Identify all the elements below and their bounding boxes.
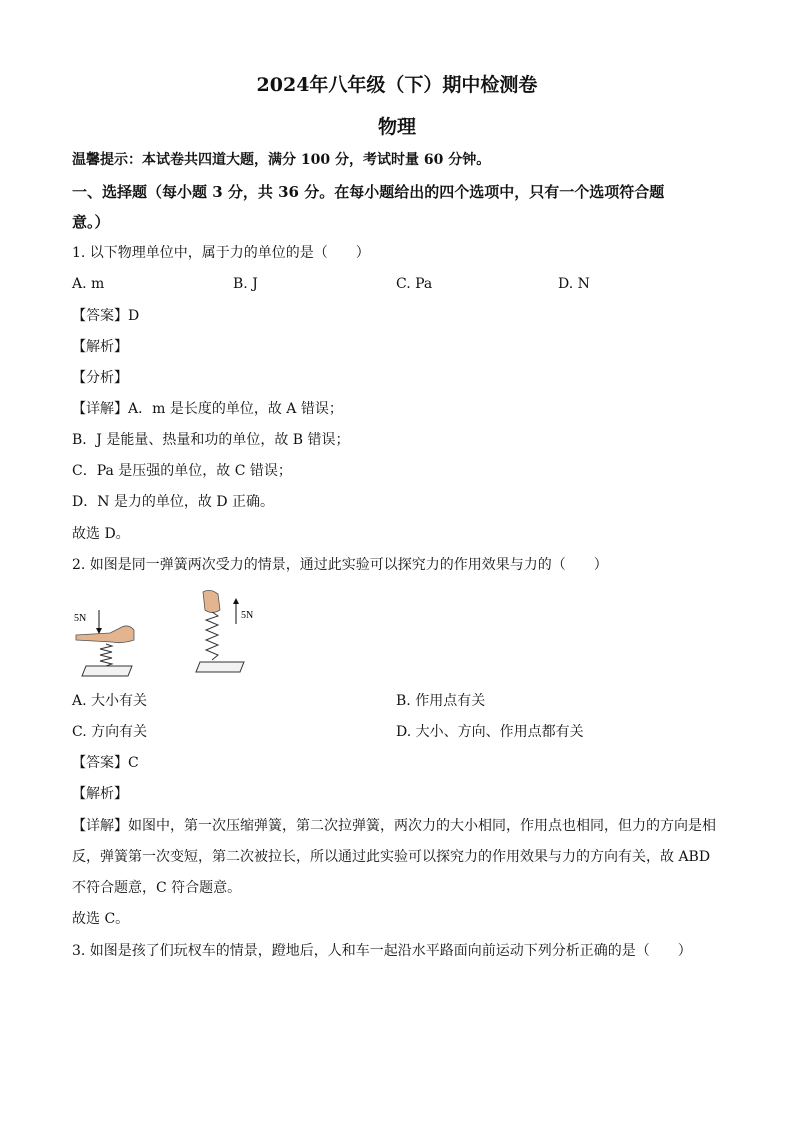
q2-detail-line: 反，弹簧第一次变短，第二次被拉长，所以通过此实验可以探究力的作用效果与力的方向有关，故 ABD xyxy=(72,849,711,865)
q1-detail-line: C．Pa 是压强的单位，故 C 错误； xyxy=(72,463,292,479)
left-spring-icon xyxy=(100,644,112,666)
section-heading-line-2: 意。） xyxy=(72,213,110,231)
down-arrow-icon xyxy=(96,628,102,634)
q1-fenxi-label: 【分析】 xyxy=(72,370,128,386)
right-spring-icon xyxy=(206,612,218,660)
right-hand-icon xyxy=(203,590,220,612)
q1-detail-line: D．N 是力的单位，故 D 正确。 xyxy=(72,494,275,510)
right-base-plate xyxy=(196,662,244,672)
q2-option-c: C. 方向有关 xyxy=(72,724,148,740)
q2-answer: 【答案】C xyxy=(72,755,139,771)
left-force-label: 5N xyxy=(74,613,87,624)
q2-spring-figure xyxy=(72,588,262,680)
left-base-plate xyxy=(82,666,132,676)
left-hand-icon xyxy=(76,626,134,643)
subject-title: 物理 xyxy=(377,116,416,138)
q1-option-a: A. m xyxy=(72,276,105,292)
q2-option-a: A. 大小有关 xyxy=(72,693,148,709)
q2-conclusion: 故选 C。 xyxy=(72,911,130,927)
q1-option-c: C. Pa xyxy=(396,276,433,292)
exam-notice: 温馨提示：本试卷共四道大题，满分 100 分，考试时量 60 分钟。 xyxy=(72,152,491,168)
q2-detail-line: 【详解】如图中，第一次压缩弹簧，第二次拉弹簧，两次力的大小相同，作用点也相同，但力的方向是相 xyxy=(72,818,716,834)
q1-option-d: D. N xyxy=(558,276,590,292)
q1-stem: 1. 以下物理单位中，属于力的单位的是（ ） xyxy=(72,245,370,261)
section-heading-line-1: 一、选择题（每小题 3 分，共 36 分。在每小题给出的四个选项中，只有一个选项符合题 xyxy=(72,183,665,201)
q2-option-b: B. 作用点有关 xyxy=(396,693,486,709)
q1-option-b: B. J xyxy=(233,276,258,292)
spring-diagram xyxy=(72,588,262,680)
q3-stem: 3. 如图是孩了们玩杈车的情景，蹬地后，人和车一起沿水平路面向前运动下列分析正确的是（ ） xyxy=(72,943,692,959)
q1-conclusion: 故选 D。 xyxy=(72,526,130,542)
q2-analysis-label: 【解析】 xyxy=(72,786,128,802)
exam-title: 2024年八年级（下）期中检测卷 xyxy=(256,74,538,96)
q1-detail-line: B．J 是能量、热量和功的单位，故 B 错误； xyxy=(72,432,350,448)
q2-detail-line: 不符合题意，C 符合题意。 xyxy=(72,880,242,896)
q2-stem: 2. 如图是同一弹簧两次受力的情景，通过此实验可以探究力的作用效果与力的（ ） xyxy=(72,557,608,573)
q1-answer: 【答案】D xyxy=(72,308,140,324)
right-force-label: 5N xyxy=(241,610,254,621)
q2-option-d: D. 大小、方向、作用点都有关 xyxy=(396,724,584,740)
q1-analysis-label: 【解析】 xyxy=(72,339,128,355)
up-arrow-icon xyxy=(233,598,239,604)
q1-detail-line: 【详解】A．m 是长度的单位，故 A 错误； xyxy=(72,401,343,417)
